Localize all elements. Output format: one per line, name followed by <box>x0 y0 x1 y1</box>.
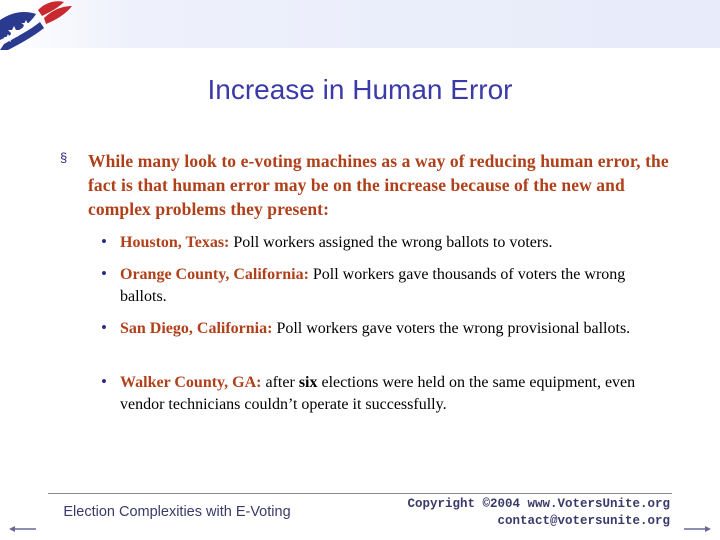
list-item-description-before: after <box>261 374 299 391</box>
list-item-place: Houston, Texas: <box>120 234 230 251</box>
list-item-text <box>120 318 660 340</box>
arrow-right-icon[interactable] <box>682 524 712 534</box>
bullet-icon: • <box>101 318 107 337</box>
footer-divider <box>48 493 672 494</box>
contact-email[interactable]: contact@votersunite.org <box>497 514 670 528</box>
list-item-text <box>120 372 660 416</box>
flag-star-logo-icon <box>0 0 80 50</box>
list-item-description: Poll workers gave voters the wrong provisional ballots. <box>272 320 631 337</box>
list-item-place: Orange County, California: <box>120 266 309 283</box>
copyright-text: Copyright ©2004 www.VotersUnite.org <box>407 497 670 511</box>
arrow-left-icon[interactable] <box>8 524 38 534</box>
bullet-icon: • <box>101 372 107 391</box>
list-item-place: San Diego, California: <box>120 320 273 337</box>
list-item-description-after: elections were held on the same equipment, even vendor technicians couldn’t operate it successfully. <box>120 374 636 413</box>
main-bullet-text: While many look to e-voting machines as a way of reducing human error, the fact is that human error may be on the increase because of the new and complex problems they present: <box>88 151 669 219</box>
bullet-icon: • <box>101 232 107 251</box>
bullet-icon: • <box>101 264 107 283</box>
list-item-description: Poll workers assigned the wrong ballots to voters. <box>229 234 553 251</box>
list-item-description: Poll workers gave thousands of voters the wrong ballots. <box>120 266 626 305</box>
list-item-text <box>120 264 660 308</box>
slide-title: Increase in Human Error <box>207 74 513 105</box>
list-item-place: Walker County, GA: <box>120 374 262 391</box>
main-bullet-icon: § <box>60 150 68 165</box>
list-item-text <box>120 232 660 254</box>
footer-credits <box>407 496 670 530</box>
footer-title: Election Complexities with E-Voting <box>63 504 291 520</box>
list-item-emphasis: six <box>298 374 318 391</box>
header-band <box>0 0 720 48</box>
